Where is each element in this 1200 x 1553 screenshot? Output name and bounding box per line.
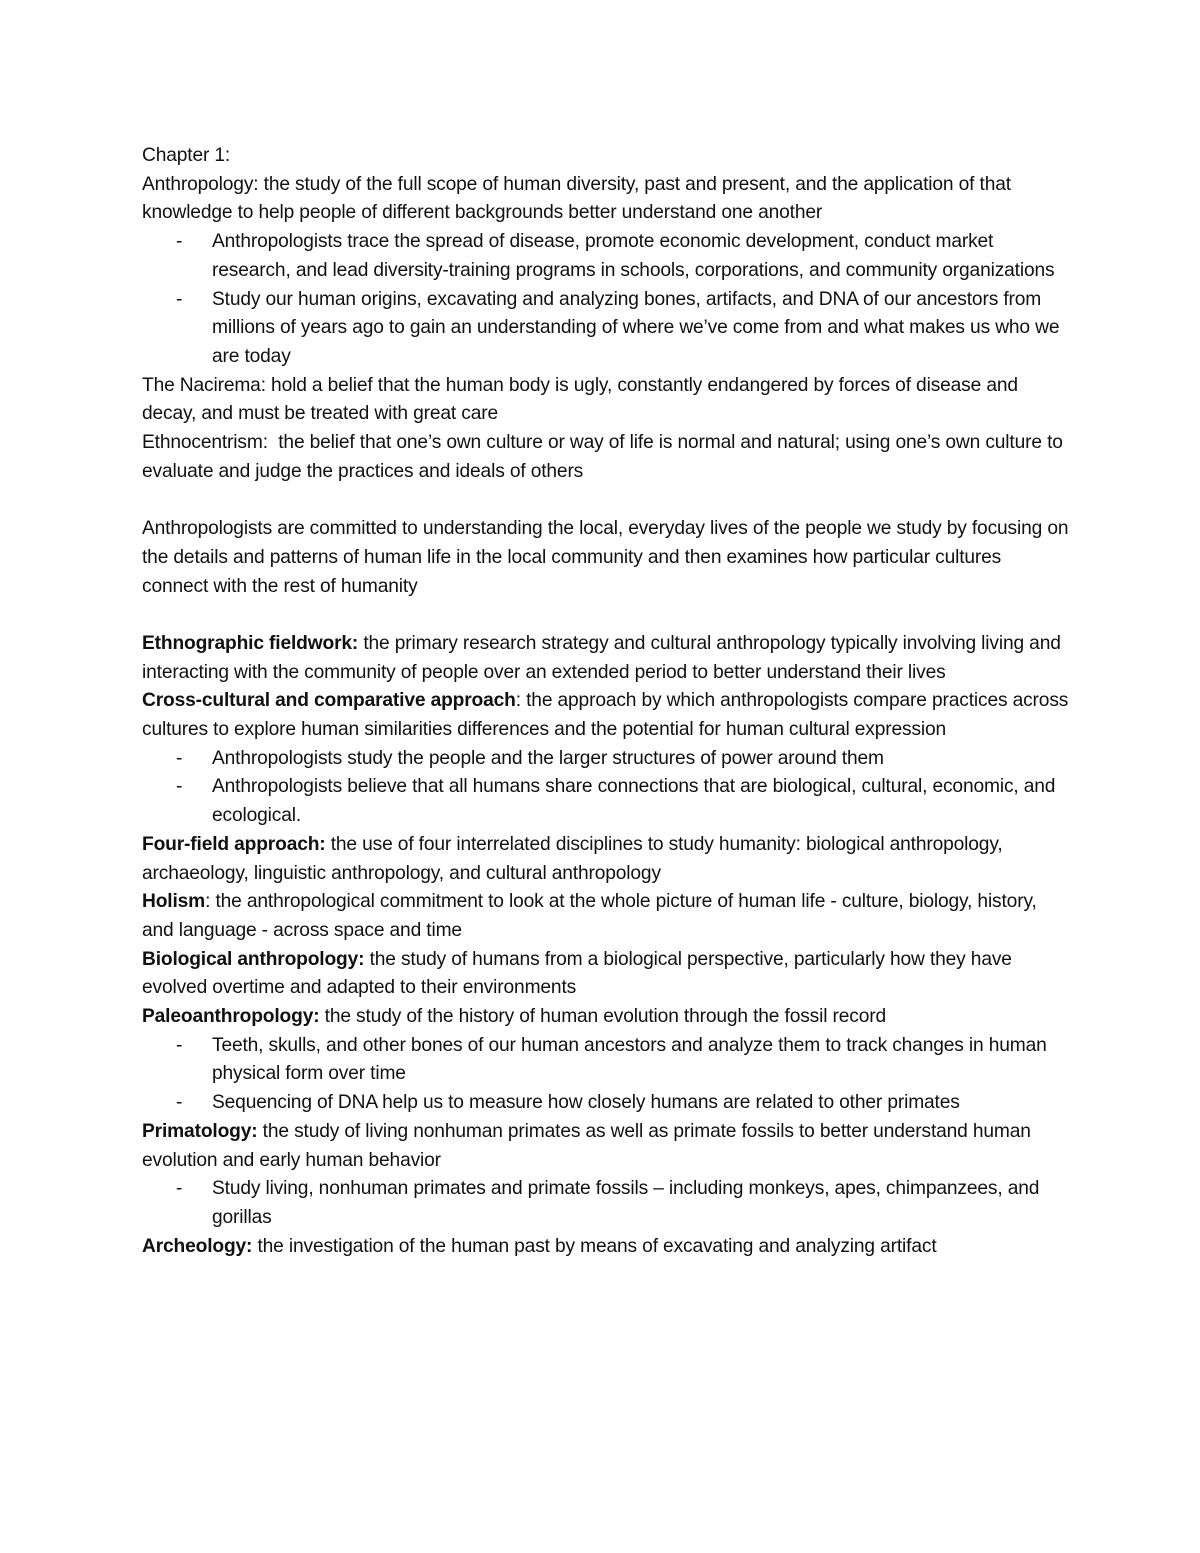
entry-primatology xyxy=(142,1118,1072,1175)
bullet-item xyxy=(142,228,1072,285)
entry-holism xyxy=(142,888,1072,945)
entry-paleoanthropology xyxy=(142,1003,1072,1032)
term-paleoanthropology: Paleoanthropology: xyxy=(142,1006,320,1028)
entry-cross-cultural xyxy=(142,687,1072,744)
bullet-text: Anthropologists trace the spread of disease, promote economic development, conduct market research, and lead diversity-training programs in schools, corporations, and community organizations xyxy=(212,231,1055,281)
definition-biological-anthropology: the study of humans from a biological perspective, particularly how they have evolved overtime and adapted to their environments xyxy=(142,948,1012,999)
entry-nacirema xyxy=(142,372,1072,429)
definition-ethnocentrism: the belief that one’s own culture or way of life is normal and natural; using one’s own culture to evaluate and judge the practices and ideals of others xyxy=(142,432,1068,482)
entry-four-field xyxy=(142,831,1072,888)
entry-anthropology xyxy=(142,171,1072,228)
term-cross-cultural: Cross-cultural and comparative approach xyxy=(142,690,516,712)
bullet-dash: - xyxy=(176,231,183,253)
bullet-dash: - xyxy=(176,288,183,310)
definition-nacirema: hold a belief that the human body is ugly, constantly endangered by forces of disease and decay, and must be treated with great care xyxy=(142,374,1018,425)
definition-four-field: the use of four interrelated disciplines to study humanity: biological anthropology, archaeology, linguistic anthropology, and cultural anthropology xyxy=(142,833,1003,884)
bullet-item xyxy=(142,1175,1072,1232)
document-page xyxy=(142,142,1072,1261)
term-biological-anthropology: Biological anthropology: xyxy=(142,948,365,970)
blank-line xyxy=(142,601,1072,630)
blank-line xyxy=(142,486,1072,515)
term-primatology: Primatology: xyxy=(142,1120,258,1142)
entry-archeology xyxy=(142,1233,1072,1262)
entry-ethnographic-fieldwork xyxy=(142,630,1072,687)
bullet-dash: - xyxy=(176,1034,183,1056)
term-archeology: Archeology: xyxy=(142,1235,253,1257)
bullet-dash: - xyxy=(176,776,183,798)
definition-archeology: the investigation of the human past by means of excavating and analyzing artifact xyxy=(252,1235,937,1257)
bullet-item xyxy=(142,773,1072,830)
term-anthropology: Anthropology: xyxy=(142,173,259,195)
definition-primatology: the study of living nonhuman primates as well as primate fossils to better understand human evolution and early human behavior xyxy=(142,1120,1031,1171)
definition-cross-cultural: : the approach by which anthropologists compare practices across cultures to explore human similarities differences and the potential for human cultural expression xyxy=(142,690,1069,741)
bullet-text: Study living, nonhuman primates and primate fossils – including monkeys, apes, chimpanzees, and gorillas xyxy=(212,1178,1040,1228)
bullet-text: Study our human origins, excavating and analyzing bones, artifacts, and DNA of our ancestors from millions of years ago to gain an understanding of where we’ve come from and what makes us who we are today xyxy=(212,288,1060,367)
definition-paleoanthropology: the study of the history of human evolution through the fossil record xyxy=(319,1006,886,1028)
term-four-field: Four-field approach: xyxy=(142,833,326,855)
bullet-text: Anthropologists study the people and the larger structures of power around them xyxy=(212,747,884,769)
term-ethnographic-fieldwork: Ethnographic fieldwork: xyxy=(142,632,359,654)
entry-ethnocentrism xyxy=(142,429,1072,486)
definition-holism: : the anthropological commitment to look at the whole picture of human life - culture, biology, history, and language - across space and time xyxy=(142,891,1037,941)
bullet-text: Teeth, skulls, and other bones of our human ancestors and analyze them to track changes in human physical form over time xyxy=(212,1034,1047,1085)
bullet-text: Anthropologists believe that all humans share connections that are biological, cultural, economic, and ecological. xyxy=(212,776,1056,827)
bullet-dash: - xyxy=(176,747,183,769)
chapter-heading: Chapter 1: xyxy=(142,145,231,166)
paragraph-local-lives: Anthropologists are committed to understanding the local, everyday lives of the people we study by focusing on the details and patterns of human life in the local community and then examines how particular cultures connect with the rest of humanity xyxy=(142,518,1069,597)
term-nacirema: The Nacirema: xyxy=(142,374,266,396)
bullet-item xyxy=(142,286,1072,372)
term-holism: Holism xyxy=(142,891,206,913)
bullet-dash: - xyxy=(176,1092,183,1114)
term-ethnocentrism: Ethnocentrism: xyxy=(142,432,268,454)
bullet-item xyxy=(142,745,1072,774)
definition-anthropology: the study of the full scope of human diversity, past and present, and the application of that knowledge to help people of different backgrounds better understand one another xyxy=(142,173,1011,224)
definition-ethnographic-fieldwork: the primary research strategy and cultural anthropology typically involving living and interacting with the community of people over an extended period to better understand their lives xyxy=(142,632,1061,683)
bullet-text: Sequencing of DNA help us to measure how closely humans are related to other primates xyxy=(212,1092,960,1114)
bullet-item xyxy=(142,1032,1072,1089)
bullet-dash: - xyxy=(176,1178,183,1200)
bullet-item xyxy=(142,1089,1072,1118)
entry-biological-anthropology xyxy=(142,946,1072,1003)
